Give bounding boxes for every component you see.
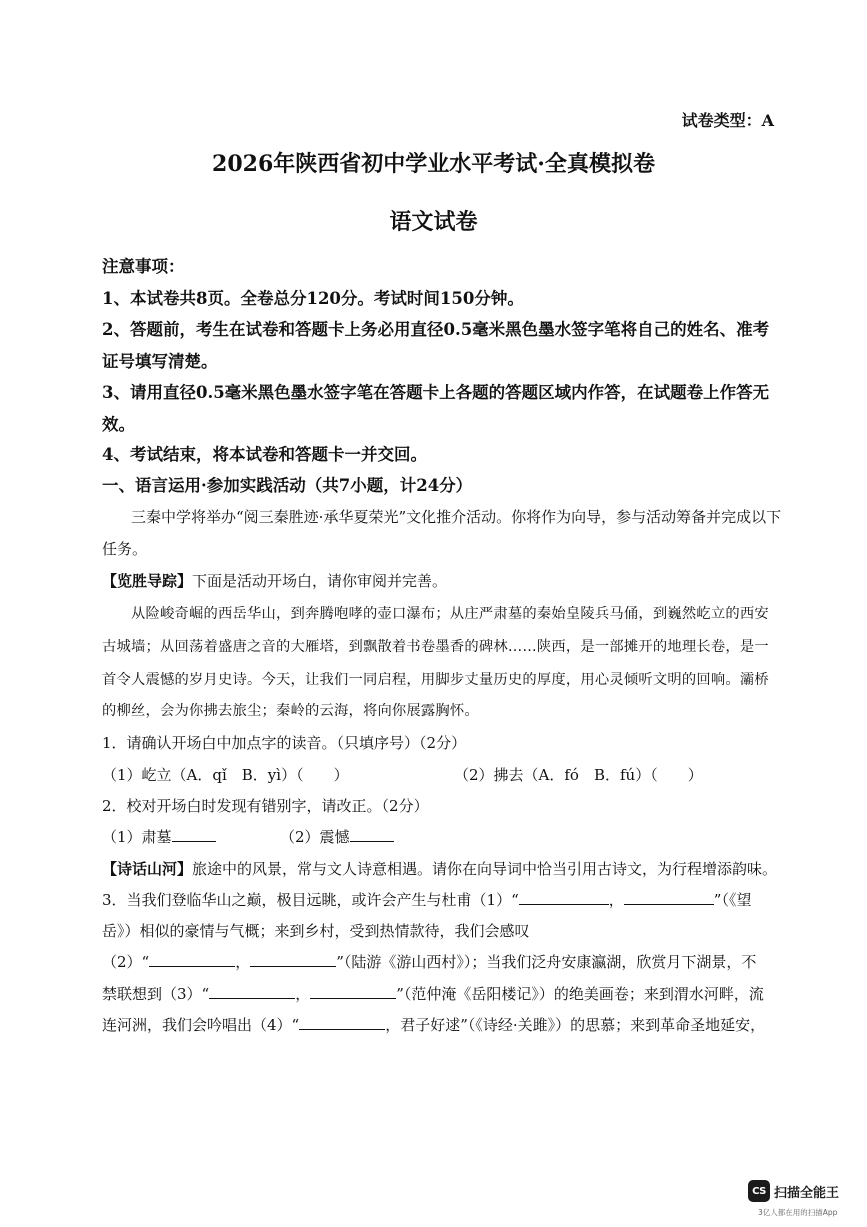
question-3-line-4 xyxy=(102,983,764,1004)
q2-word-1: （1）肃墓 xyxy=(102,828,172,846)
question-2-item-2 xyxy=(280,826,394,847)
question-3-line-5 xyxy=(102,1014,765,1035)
intro-line-2: 任务。 xyxy=(102,540,148,558)
intro-line-1: 三秦中学将举办“阅三秦胜迹·承华夏荣光”文化推介活动。你将作为向导，参与活动筹备并完成以下 xyxy=(131,508,782,526)
note-3b: 效。 xyxy=(102,415,135,434)
passage-line-1: 从险峻奇崛的西岳华山，到奔腾咆哮的壶口瀑布；从庄严肃墓的秦始皇陵兵马俑，到巍然屹立的西安 xyxy=(131,606,769,622)
q3-blank-3a[interactable] xyxy=(209,984,295,999)
q2-blank-2[interactable] xyxy=(350,827,394,842)
q3-text-3b: ， xyxy=(235,953,251,971)
q3-text-3c: ”（陆游《游山西村》）；当我们泛舟安康瀛湖，欣赏月下湖景，不 xyxy=(336,953,757,971)
question-3-line-3 xyxy=(102,951,756,972)
q2-blank-1[interactable] xyxy=(172,827,216,842)
question-1-item-2: （2）拂去（A．fó B．fú）（ ） xyxy=(454,766,703,784)
passage-line-2: 古城墙；从回荡着盛唐之音的大雁塔，到飘散着书卷墨香的碑林……陕西，是一部摊开的地理长卷，是一 xyxy=(102,639,769,655)
paper-type: 试卷类型：A xyxy=(681,111,774,130)
q3-text-4b: ， xyxy=(295,985,311,1003)
q3-blank-1b[interactable] xyxy=(624,890,714,905)
section-1-heading: 一、语言运用·参加实践活动（共7小题，计24分） xyxy=(102,476,473,495)
passage-line-3: 首令人震憾的岁月史诗。今天，让我们一同启程，用脚步丈量历史的厚度，用心灵倾听文明的回响。灞桥 xyxy=(102,672,769,688)
watermark-name: 扫描全能王 xyxy=(774,1185,840,1201)
note-1: 1、本试卷共8页。全卷总分120分。考试时间150分钟。 xyxy=(102,289,524,308)
note-2a: 2、答题前，考生在试卷和答题卡上务必用直径0.5毫米黑色墨水签字笔将自己的姓名、准考 xyxy=(102,320,770,339)
exam-title: 2026年陕西省初中学业水平考试·全真模拟卷 xyxy=(212,151,655,177)
q3-text-1b: ， xyxy=(608,891,624,909)
question-1: 1．请确认开场白中加点字的读音。（只填序号）（2分） xyxy=(102,734,467,752)
notes-heading: 注意事项： xyxy=(102,257,185,276)
q3-text-4a: 禁联想到（3）“ xyxy=(102,985,210,1003)
q3-text-5b: ，君子好逑”（《诗经·关雎》）的思慕；来到革命圣地延安， xyxy=(385,1016,766,1034)
watermark-tagline: 3亿人都在用的扫描App xyxy=(758,1208,838,1217)
q3-blank-4[interactable] xyxy=(299,1015,385,1030)
question-2-item-1 xyxy=(102,826,216,847)
q3-text-1c: ”（《望 xyxy=(713,891,752,909)
q3-text-5a: 连河洲，我们会吟唱出（4）“ xyxy=(102,1016,300,1034)
note-4: 4、考试结束，将本试卷和答题卡一并交回。 xyxy=(102,445,427,464)
q3-blank-3b[interactable] xyxy=(310,984,396,999)
part-1-text: 下面是活动开场白，请你审阅并完善。 xyxy=(192,572,448,590)
question-1-item-1: （1）屹立（A．qǐ B．yì）（ ） xyxy=(102,766,349,784)
passage-line-4: 的柳丝，会为你拂去旅尘；秦岭的云海，将向你展露胸怀。 xyxy=(102,703,479,719)
q3-text-3a: （2）“ xyxy=(102,953,150,971)
note-2b: 证号填写清楚。 xyxy=(102,352,218,371)
q3-blank-2a[interactable] xyxy=(149,952,235,967)
part-2-text: 旅途中的风景，常与文人诗意相遇。请你在向导词中恰当引用古诗文，为行程增添韵味。 xyxy=(192,860,778,878)
part-2-label: 【诗话山河】 xyxy=(102,860,193,878)
part-1-label: 【览胜导踪】 xyxy=(102,572,193,590)
exam-subtitle: 语文试卷 xyxy=(389,209,478,235)
q3-text-1a: 3．当我们登临华山之巅，极目远眺，或许会产生与杜甫（1）“ xyxy=(102,891,519,909)
camscanner-logo-icon: CS xyxy=(748,1180,770,1202)
note-3a: 3、请用直径0.5毫米黑色墨水签字笔在答题卡上各题的答题区域内作答，在试题卷上作答无 xyxy=(102,383,770,402)
part-1-prompt xyxy=(102,570,447,591)
q3-blank-1a[interactable] xyxy=(519,890,609,905)
q3-blank-2b[interactable] xyxy=(250,952,336,967)
scanner-watermark xyxy=(748,1180,839,1202)
part-2-prompt xyxy=(102,858,777,879)
question-3-line-2: 岳》）相似的豪情与气概；来到乡村，受到热情款待，我们会感叹 xyxy=(102,922,530,940)
q2-word-2: （2）震憾 xyxy=(280,828,350,846)
question-2: 2．校对开场白时发现有错别字，请改正。（2分） xyxy=(102,797,429,815)
question-3-line-1 xyxy=(102,889,751,910)
q3-text-4c: ”（范仲淹《岳阳楼记》）的绝美画卷；来到渭水河畔，流 xyxy=(396,985,764,1003)
